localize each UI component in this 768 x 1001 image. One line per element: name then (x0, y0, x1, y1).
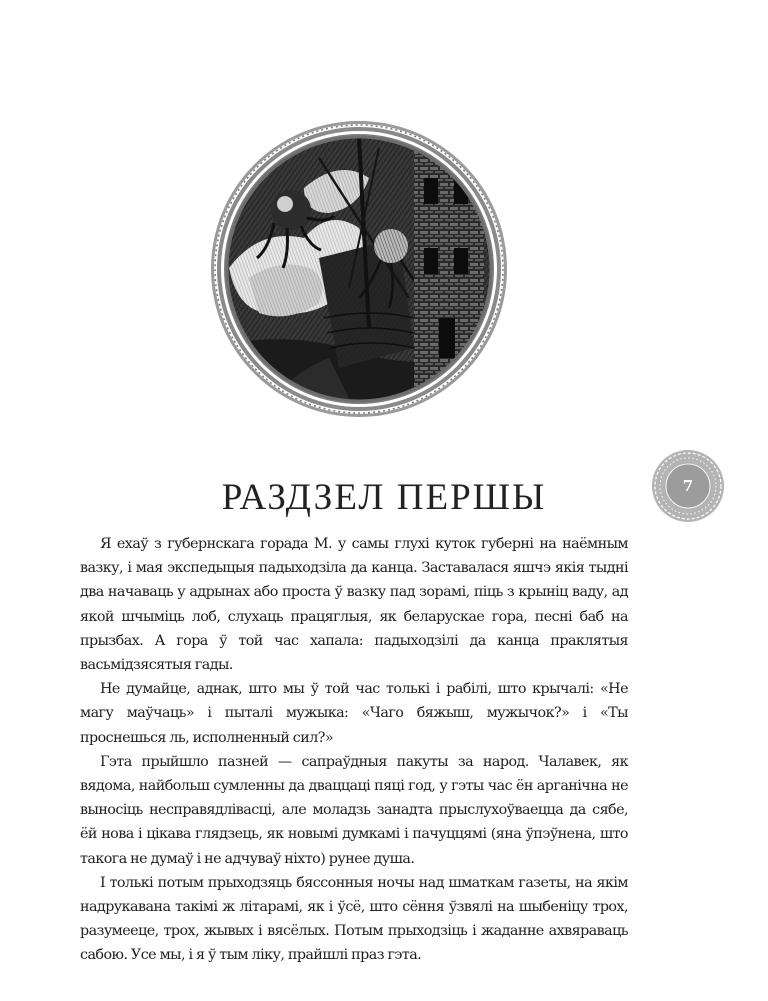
chapter-body (80, 532, 628, 968)
paragraph: Не думайце, аднак, што мы ў той час толькі і рабілі, што крычалі: «Не магу маўчаць» і пыталі мужыка: «Чаго бяжыш, мужычок?» і «Ты проснешься ль, исполненный сил?» (80, 681, 628, 746)
paragraph: І толькі потым прыходзяць бяссонныя ночы над шматкам газеты, на якім надрукавана такімі ж літарамі, як і ўсё, што сёння ўзвялі на шыбеніцу трох, разумеецe, трох, жывых і вясёлых. Потым прыходзіць і жаданне ахвяраваць сабою. Усе мы, і я ў тым ліку, прайшлі праз гэта. (80, 874, 628, 964)
page-number: 7 (682, 477, 694, 495)
chapter-illustration (209, 118, 509, 420)
paragraph: Я ехаў з губернскага горада М. у самы глухі куток губерні на наёмным вазку, і мая экспедыцыя падыходзіла да канца. Заставалася яшчэ якія тыдні два начаваць у адрынах або проста ў вазку пад зорамі, піць з крыніц ваду, ад якой шчыміць лоб, слухаць працяглыя, як беларускае гора, песні баб на прызбах. А гора ў той час хапала: падыходзілі да канца праклятыя васьмідзясятыя гады. (80, 536, 628, 674)
paragraph: Гэта прыйшло пазней — сапраўдныя пакуты за народ. Чалавек, як вядома, найбольш сумленны да дваццаці пяці год, у гэты час ён арганічна не выносіць несправядлівасці, але моладзь занадта прыслухоўваецца да сябе, ёй нова і цікава глядзець, як новымі думкамі і пачуццямі (яна ўпэўнена, што такога не думаў і не адчуваў ніхто) рунее душа. (80, 753, 628, 867)
chapter-title: РАЗДЗЕЛ ПЕРШЫ (221, 477, 547, 518)
